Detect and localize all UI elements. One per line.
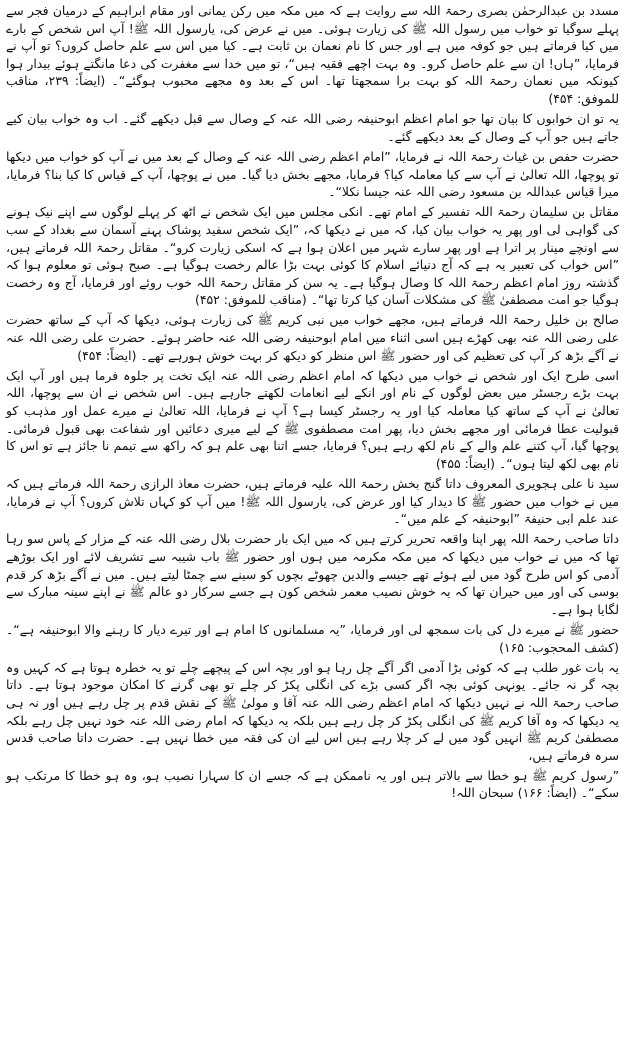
paragraph-hafs-bin-ghiyath: حضرت حفص بن غیاث رحمۃ اللہ نے فرمایا، ”امام اعظم رضی اللہ عنہ کے وصال کے بعد میں نے آپ کو خواب میں دیکھا تو پوچھا، اللہ تعالیٰ نے آپ سے کیا معاملہ کیا؟ فرمایا، مجھے بخش دیا گیا۔ میں نے پوچھا، آپ کے قیاس کا کیا بنا؟ فرمایا، میرا قیاس عبداللہ بن مسعود رضی اللہ عنہ جیسا نکلا“۔ (6, 148, 619, 200)
paragraph-dream-musaddad: مسدد بن عبدالرحمٰن بصری رحمۃ اللہ سے روایت ہے کہ میں مکہ میں رکن یمانی اور مقام ابراہیم کے درمیان فجر سے پہلے سوگیا تو خواب میں رسول اللہ ﷺ کی زیارت ہوئی۔ میں نے عرض کی، یارسول اللہ ﷺ! آپ اس شخص کے بارے میں کیا فرماتے ہیں جو کوفہ میں ہے اور جس کا نام نعمان بن ثابت ہے۔ کیا میں اس سے علم حاصل کروں؟ تو آپ نے فرمایا، ”ہاں! ان سے علم حاصل کرو۔ وہ بہت اچھے فقیہ ہیں“، تو میں خدا سے مغفرت کی دعا مانگتے ہوئے بیدار ہوا کیونکہ میں نعمان رحمۃ اللہ کو بہت برا سمجھتا تھا۔ اس کے بعد وہ مجھے محبوب ہوگئے“۔ (ایضاً: ۲۳۹، مناقب للموفق: ۴۵۴) (6, 3, 619, 106)
paragraph-data-sahib-dream: داتا صاحب رحمۃ اللہ پھر اپنا واقعہ تحریر کرتے ہیں کہ میں ایک بار حضرت بلال رضی اللہ عنہ کے مزار کے پاس سو رہا تھا کہ میں نے خواب میں دیکھا کہ میں مکہ مکرمہ میں ہوں اور حضور ﷺ باب شیبہ سے تشریف لائے اور ایک بوڑھے آدمی کو اس طرح گود میں لیے ہوئے تھے جیسے والدین چھوٹے بچوں کو سینے سے چمٹا لیتے ہیں۔ میں نے آگے بڑھ کر قدم بوسی کی اور میں حیران تھا کہ یہ خوش نصیب معمر شخص کون ہے جسے سرکار دو عالم ﷺ نے اپنے سینہ مبارک سے لگایا ہوا ہے۔ (6, 531, 619, 617)
paragraph-closing-quote: ”رسول کریم ﷺ ہو خطا سے بالاتر ہیں اور یہ ناممکن ہے کہ جسے ان کا سہارا نصیب ہو، وہ ہو خطا کا مرتکب ہو سکے“۔ (ایضاً: ۱۶۶) سبحان اللہ! (6, 767, 619, 801)
paragraph-reflection: یہ بات غور طلب ہے کہ کوئی بڑا آدمی اگر آگے چل رہا ہو اور بچہ اس کے پیچھے چلے تو یہ خطرہ ہوتا ہے کہ کہیں وہ بچہ گر نہ جائے۔ یونہی کوئی بچہ اگر کسی بڑے کی انگلی پکڑ کر چلے تو بھی گرنے کا امکان موجود ہوتا ہے۔ داتا صاحب رحمۃ اللہ نے نہیں دیکھا کہ امام اعظم رضی اللہ عنہ آقا و مولیٰ ﷺ کے نقش قدم پر چل رہے ہیں اور نہ ہی یہ دیکھا کہ وہ آقا کریم ﷺ کی انگلی پکڑ کر چل رہے ہیں بلکہ یہ دیکھا کہ امام رضی اللہ عنہ خود نہیں چل رہے بلکہ مصطفیٰ کریم ﷺ انہیں گود میں لے کر چلا رہے ہیں اس لیے ان کی فقہ میں خطا نہیں ہے۔ حضرت داتا صاحب قدس سرہ فرماتے ہیں، (6, 659, 619, 763)
paragraph-ali-hujwiri: سید نا علی ہجویری المعروف داتا گنج بخش رحمۃ اللہ علیہ فرماتے ہیں، حضرت معاذ الرازی رحمۃ اللہ فرماتے ہیں کہ میں نے خواب میں حضور ﷺ کا دیدار کیا اور عرض کی، یارسول اللہ ﷺ! میں آپ کو کہاں تلاش کروں؟ آپ نے فرمایا، عند علم ابی حنیفۃ ”ابوحنیفہ کے علم میں“۔ (6, 476, 619, 527)
paragraph-prophet-reply: حضور ﷺ نے میرے دل کی بات سمجھ لی اور فرمایا، ”یہ مسلمانوں کا امام ہے اور تیرے دیار کا رہنے والا ابوحنیفہ ہے“۔ (کشف المحجوب: ۱۶۵) (6, 621, 619, 655)
paragraph-register-dream: اسی طرح ایک اور شخص نے خواب میں دیکھا کہ امام اعظم رضی اللہ عنہ ایک تخت پر جلوہ فرما ہیں اور آپ ایک بہت بڑے رجسٹر میں بعض لوگوں کے نام اور انکے لیے انعامات لکھتے جارہے ہیں۔ اس شخص نے ان سے پوچھا، اللہ تعالیٰ نے آپ کے ساتھ کیا معاملہ کیا اور یہ رجسٹر کیسا ہے؟ آپ نے فرمایا، اللہ تعالیٰ نے میرے عمل اور مذہب کو قبولیت عطا فرمائی اور مجھے بخش دیا، پھر امت مصطفوی ﷺ کے لیے میری دعائیں اور شفاعت بھی قبول فرمائی۔ پوچھا گیا، آپ کتنے علم والے کے نام لکھ رہے ہیں؟ فرمایا، جسے اتنا بھی علم ہو کہ راکھ سے تیمم نا جائز ہے تو اس کا نام بھی لکھ لیتا ہوں“۔ (ایضاً: ۴۵۵) (6, 367, 619, 471)
paragraph-salih-bin-khalil: صالح بن خلیل رحمۃ اللہ فرماتے ہیں، مجھے خواب میں نبی کریم ﷺ کی زیارت ہوئی، دیکھا کہ آپ کے ساتھ حضرت علی رضی اللہ عنہ بھی کھڑے ہیں اسی اثناء میں امام ابوحنیفہ رضی اللہ عنہ حاضر ہوئے۔ حضرت علی رضی اللہ عنہ نے آگے بڑھ کر آپ کی تعظیم کی اور حضور ﷺ اس منظر کو دیکھ کر بہت خوش ہورہے تھے۔ (ایضاً: ۴۵۴) (6, 312, 619, 363)
paragraph-muqatil: مقاتل بن سلیمان رحمۃ اللہ تفسیر کے امام تھے۔ انکی مجلس میں ایک شخص نے اٹھ کر پہلے لوگوں سے اپنے نیک ہونے کی گواہی لی اور پھر یہ خواب بیان کیا، کہ میں نے دیکھا کہ، ”ایک شخص سفید پوشاک پہنے آسمان سے بغداد کے سب سے اونچے مینار پر اترا ہے اور پھر سارے شہر میں اعلان ہوا ہے کہ اسکی زیارت کرو“۔ مقاتل رحمۃ اللہ فرماتے ہیں، ”اس خواب کی تعبیر یہ ہے کہ آج دنیائے اسلام کا کوئی بہت بڑا عالم رخصت ہوگیا ہے۔ صبح ہوئی تو معلوم ہوا کہ گذشتہ روز امام اعظم رحمۃ اللہ کا وصال ہوگیا ہے۔ یہ سن کر مقاتل رحمۃ اللہ خوب روئے اور فرمایا، آج وہ رخصت ہوگیا جو امت مصطفیٰ ﷺ کی مشکلات آسان کیا کرتا تھا“۔ (مناقب للموفق: ۴۵۲) (6, 204, 619, 308)
document-page (6, 2, 619, 1046)
paragraph-transition: یہ تو ان خوابوں کا بیان تھا جو امام اعظم ابوحنیفہ رضی اللہ عنہ کے وصال سے قبل دیکھے گئے۔ اب وہ خواب بیان کیے جاتے ہیں جو آپ کے وصال کے بعد دیکھے گئے۔ (6, 111, 619, 144)
